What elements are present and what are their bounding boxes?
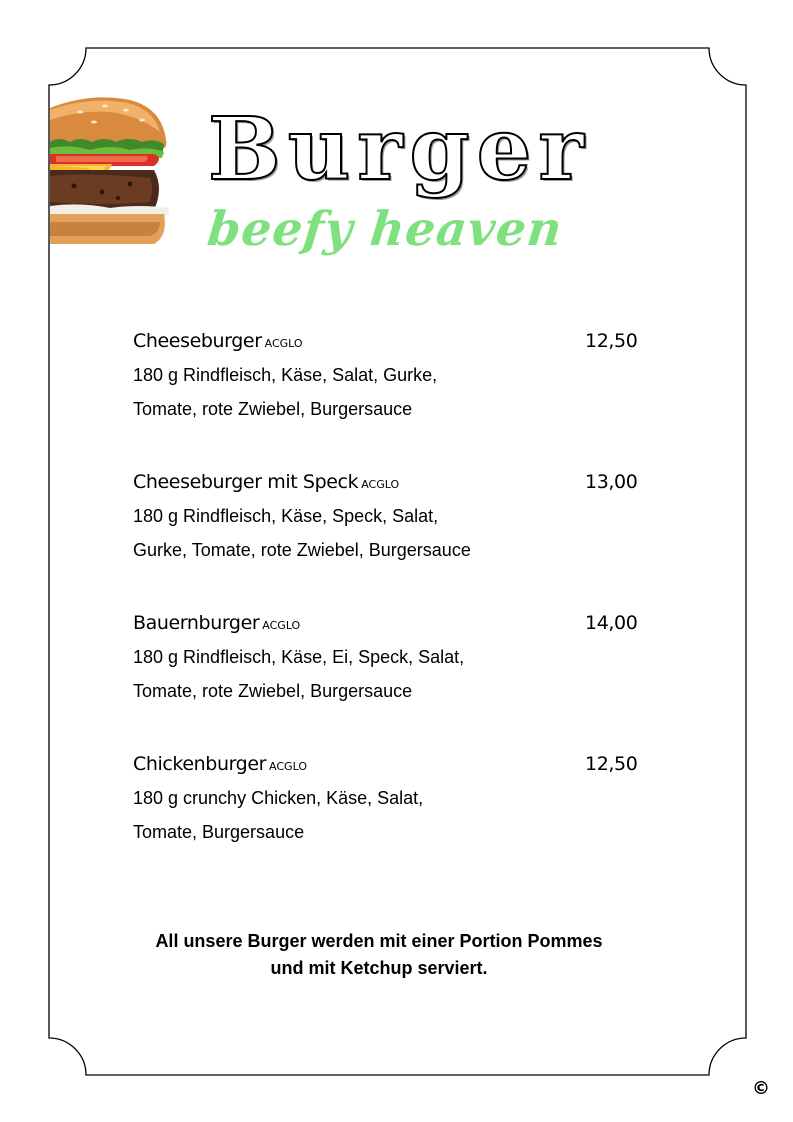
item-description-line: 180 g Rindfleisch, Käse, Salat, Gurke,: [133, 365, 438, 385]
item-price: 13,00: [585, 471, 638, 493]
allergen-code: ACGLO: [361, 478, 400, 491]
item-name: Cheeseburger ACGLO: [133, 330, 303, 352]
allergen-code: ACGLO: [262, 619, 301, 632]
item-description-line: 180 g Rindfleisch, Käse, Ei, Speck, Salat,: [133, 647, 465, 667]
item-price: 12,50: [585, 753, 638, 775]
menu-title: Burger: [208, 99, 591, 200]
allergen-code: ACGLO: [269, 760, 307, 773]
item-name: Cheeseburger mit Speck ACGLO: [133, 471, 400, 493]
item-name: Chickenburger ACGLO: [133, 753, 307, 775]
serving-note-line: und mit Ketchup serviert.: [270, 958, 488, 978]
menu-item: [133, 608, 643, 708]
item-price: 12,50: [585, 330, 638, 352]
item-description-line: Tomate, Burgersauce: [133, 822, 305, 842]
item-description-line: Gurke, Tomate, rote Zwiebel, Burgersauce: [133, 540, 471, 560]
menu-item: [133, 326, 643, 426]
menu-item: [133, 749, 643, 849]
item-description-line: 180 g Rindfleisch, Käse, Speck, Salat,: [133, 506, 439, 526]
copyright-symbol: ©: [752, 1078, 770, 1099]
serving-note: [100, 928, 658, 982]
item-description-line: 180 g crunchy Chicken, Käse, Salat,: [133, 788, 424, 808]
menu-item: [133, 467, 643, 567]
menu-subtitle: beefy heaven: [204, 202, 566, 257]
burger-image: [50, 96, 175, 248]
serving-note-line: All unsere Burger werden mit einer Portion Pommes: [155, 931, 603, 951]
item-description-line: Tomate, rote Zwiebel, Burgersauce: [133, 399, 413, 419]
item-description-line: Tomate, rote Zwiebel, Burgersauce: [133, 681, 413, 701]
item-name: Bauernburger ACGLO: [133, 612, 301, 634]
allergen-code: ACGLO: [264, 337, 303, 350]
item-price: 14,00: [585, 612, 638, 634]
